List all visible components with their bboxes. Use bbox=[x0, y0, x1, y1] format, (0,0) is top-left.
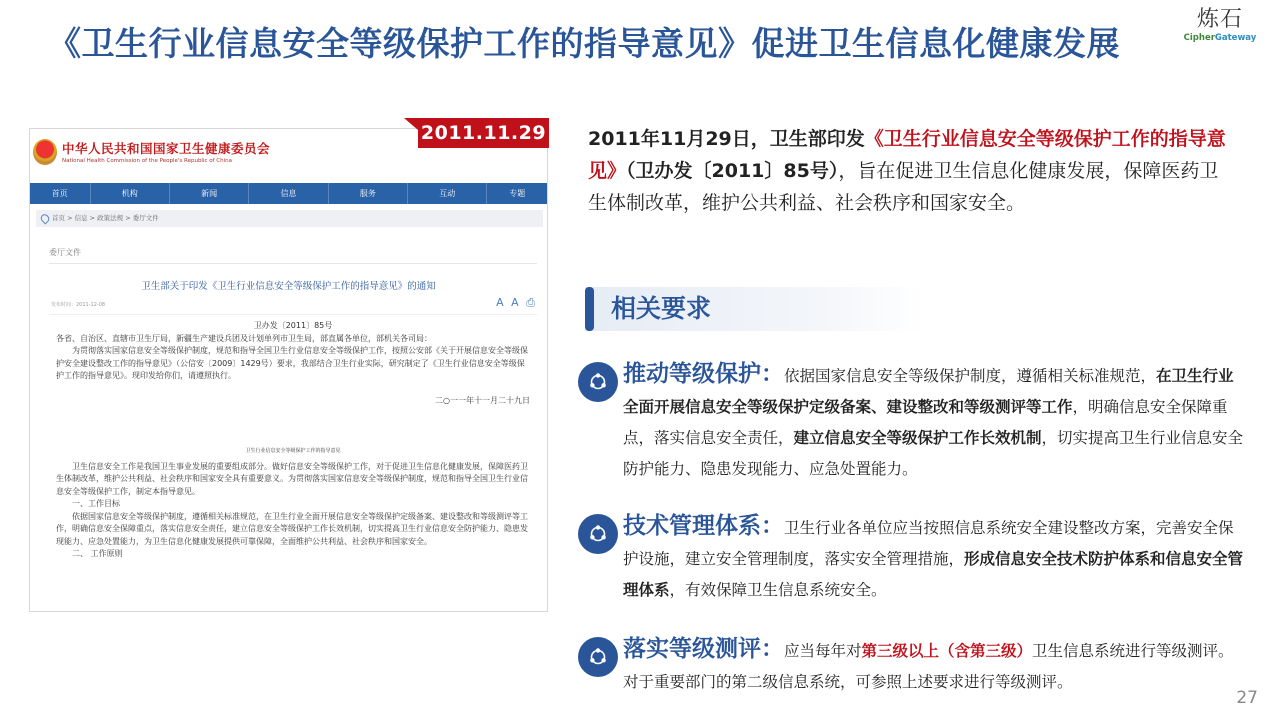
requirement-body: 卫生行业各单位应当按照信息系统安全建设整改方案，完善安全保护设施，建立安全管理制度，落实安全管理措施， bbox=[623, 519, 1234, 568]
requirement-emphasis: 形成信息安全技术防护体系和信息安全管理体系 bbox=[623, 550, 1244, 599]
intro-paragraph bbox=[588, 123, 1228, 219]
nav-item-topics[interactable]: 专题 bbox=[509, 189, 526, 198]
requirement-body: ，切实提高卫生行业信息安全防护能力、隐患发现能力、应急处置能力。 bbox=[623, 429, 1244, 478]
page-number: 27 bbox=[1236, 688, 1258, 708]
national-emblem-icon bbox=[33, 139, 57, 165]
requirement-body: 依据国家信息安全等级保护制度，遵循相关标准规范， bbox=[784, 367, 1157, 385]
brand-name-cn: 炼石 bbox=[1196, 7, 1243, 32]
doc-body bbox=[56, 320, 530, 561]
site-nav bbox=[30, 183, 547, 204]
site-name-en: National Health Commission of the People's Republic of China bbox=[62, 158, 233, 164]
requirement-body: 卫生信息系统进行等级测评。对于重要部门的第二级信息系统，可参照上述要求进行等级测评。 bbox=[623, 642, 1234, 691]
doc-date: 二○一一年十一月二十九日 bbox=[435, 395, 530, 405]
requirement-title: 技术管理体系： bbox=[623, 513, 784, 539]
divider bbox=[49, 263, 537, 264]
requirement-title: 落实等级测评： bbox=[623, 636, 784, 662]
date-ribbon: 2011.11.29 bbox=[418, 118, 549, 148]
brand-name-en bbox=[1174, 32, 1266, 44]
nav-item-news[interactable]: 新闻 bbox=[170, 183, 249, 204]
share-nodes-icon bbox=[578, 637, 618, 677]
website-screenshot bbox=[29, 128, 548, 612]
doc-paragraph: 依据国家信息安全等级保护制度，遵循相关标准规范，在卫生行业全面开展信息安全等级保护定级备案、建设整改和等级测评等工作，明确信息安全保障重点，落实信息安全责任，建立信息安全等级保护工作长效机制，切实提高卫生行业信息安全防护能力、隐患发现能力、应急处置能力，为卫生信息化健康发展提供可靠保障，全面维护公共利益、社会秩序和国家安全。 bbox=[56, 511, 528, 546]
intro-doc-number: （卫办发〔2011〕85号） bbox=[626, 160, 839, 182]
location-pin-icon bbox=[39, 212, 51, 224]
doc-paragraph: 卫生信息安全工作是我国卫生事业发展的重要组成部分。做好信息安全等级保护工作，对于促进卫生信息化健康发展，保障医药卫生体制改革，维护公共利益、社会秩序和国家安全具有重要意义。为贯彻落实国家信息安全等级保护制度，规范和指导全国卫生行业信息安全等级保护工作，制定本指导意见。 bbox=[56, 461, 528, 496]
nav-item-home[interactable]: 首页 bbox=[30, 183, 91, 204]
doc-heading: 一、工作目标 bbox=[72, 499, 120, 508]
brand-en-part1: Cipher bbox=[1183, 33, 1215, 43]
doc-number: 卫办发〔2011〕85号 bbox=[253, 321, 333, 330]
requirements-header-label: 相关要求 bbox=[611, 294, 712, 323]
font-size-print-tools[interactable]: A A ⎙ bbox=[496, 296, 537, 309]
requirement-emphasis: 建立信息安全等级保护工作长效机制 bbox=[793, 429, 1042, 447]
intro-date: 2011年11月29日，卫生部印发 bbox=[588, 128, 865, 150]
requirement-text bbox=[623, 511, 1248, 606]
doc-heading: 二、 工作原则 bbox=[72, 549, 123, 558]
requirements-header bbox=[585, 287, 925, 331]
doc-subtitle: 卫生行业信息安全等级保护工作的指导意见 bbox=[245, 448, 341, 454]
section-label: 委厅文件 bbox=[49, 247, 81, 264]
brand-logo bbox=[1174, 8, 1266, 44]
doc-publish-date: 发布时间：2011-12-08 bbox=[51, 302, 106, 308]
divider bbox=[49, 314, 537, 315]
doc-recipients: 各省、自治区、直辖市卫生厅局，新疆生产建设兵团及计划单列市卫生局，部直属各单位，部机关各司局： bbox=[56, 333, 432, 343]
breadcrumb-text[interactable]: 首页 > 信息 > 政策法规 > 委厅文件 bbox=[52, 214, 159, 222]
requirement-highlight: 第三级以上（含第三级） bbox=[861, 642, 1033, 660]
doc-title: 卫生部关于印发《卫生行业信息安全等级保护工作的指导意见》的通知 bbox=[141, 281, 436, 292]
nav-item-interact[interactable]: 互动 bbox=[408, 183, 487, 204]
intro-rest: ，旨在促进卫生信息化健康发展，保障医药卫生体制改革，维护公共利益、社会秩序和国家安全。 bbox=[588, 160, 1219, 214]
requirement-body: 应当每年对 bbox=[784, 642, 862, 660]
share-nodes-icon bbox=[578, 362, 618, 402]
slide-title: 《卫生行业信息安全等级保护工作的指导意见》促进卫生信息化健康发展 bbox=[48, 24, 1120, 63]
nav-item-info[interactable]: 信息 bbox=[249, 183, 328, 204]
requirement-text bbox=[623, 359, 1248, 485]
header-accent-bar bbox=[585, 287, 594, 331]
requirement-emphasis: 在卫生行业全面开展信息安全等级保护定级备案、建设整改和等级测评等工作 bbox=[623, 367, 1234, 416]
share-nodes-icon bbox=[578, 514, 618, 554]
intro-doc-name: 《卫生行业信息安全等级保护工作的指导意见》 bbox=[588, 128, 1226, 182]
nav-item-service[interactable]: 服务 bbox=[329, 183, 408, 204]
breadcrumb bbox=[36, 210, 543, 227]
brand-en-part2: Gateway bbox=[1214, 33, 1257, 43]
requirement-title: 推动等级保护： bbox=[623, 361, 784, 387]
requirement-body: ，有效保障卫生信息系统安全。 bbox=[669, 581, 887, 599]
site-name: 中华人民共和国国家卫生健康委员会 bbox=[62, 141, 271, 156]
requirement-text bbox=[623, 634, 1248, 698]
requirement-body: ，明确信息安全保障重点，落实信息安全责任， bbox=[623, 398, 1228, 447]
nav-item-org[interactable]: 机构 bbox=[91, 183, 170, 204]
doc-paragraph: 为贯彻落实国家信息安全等级保护制度，规范和指导全国卫生行业信息安全等级保护工作，按照公安部《关于开展信息安全等级保护安全建设整改工作的指导意见》（公信安〔2009〕1429号）要求，我部结合卫生行业实际，研究制定了《卫生行业信息安全等级保护工作的指导意见》。现印发给你们，请遵照执行。 bbox=[56, 346, 528, 380]
